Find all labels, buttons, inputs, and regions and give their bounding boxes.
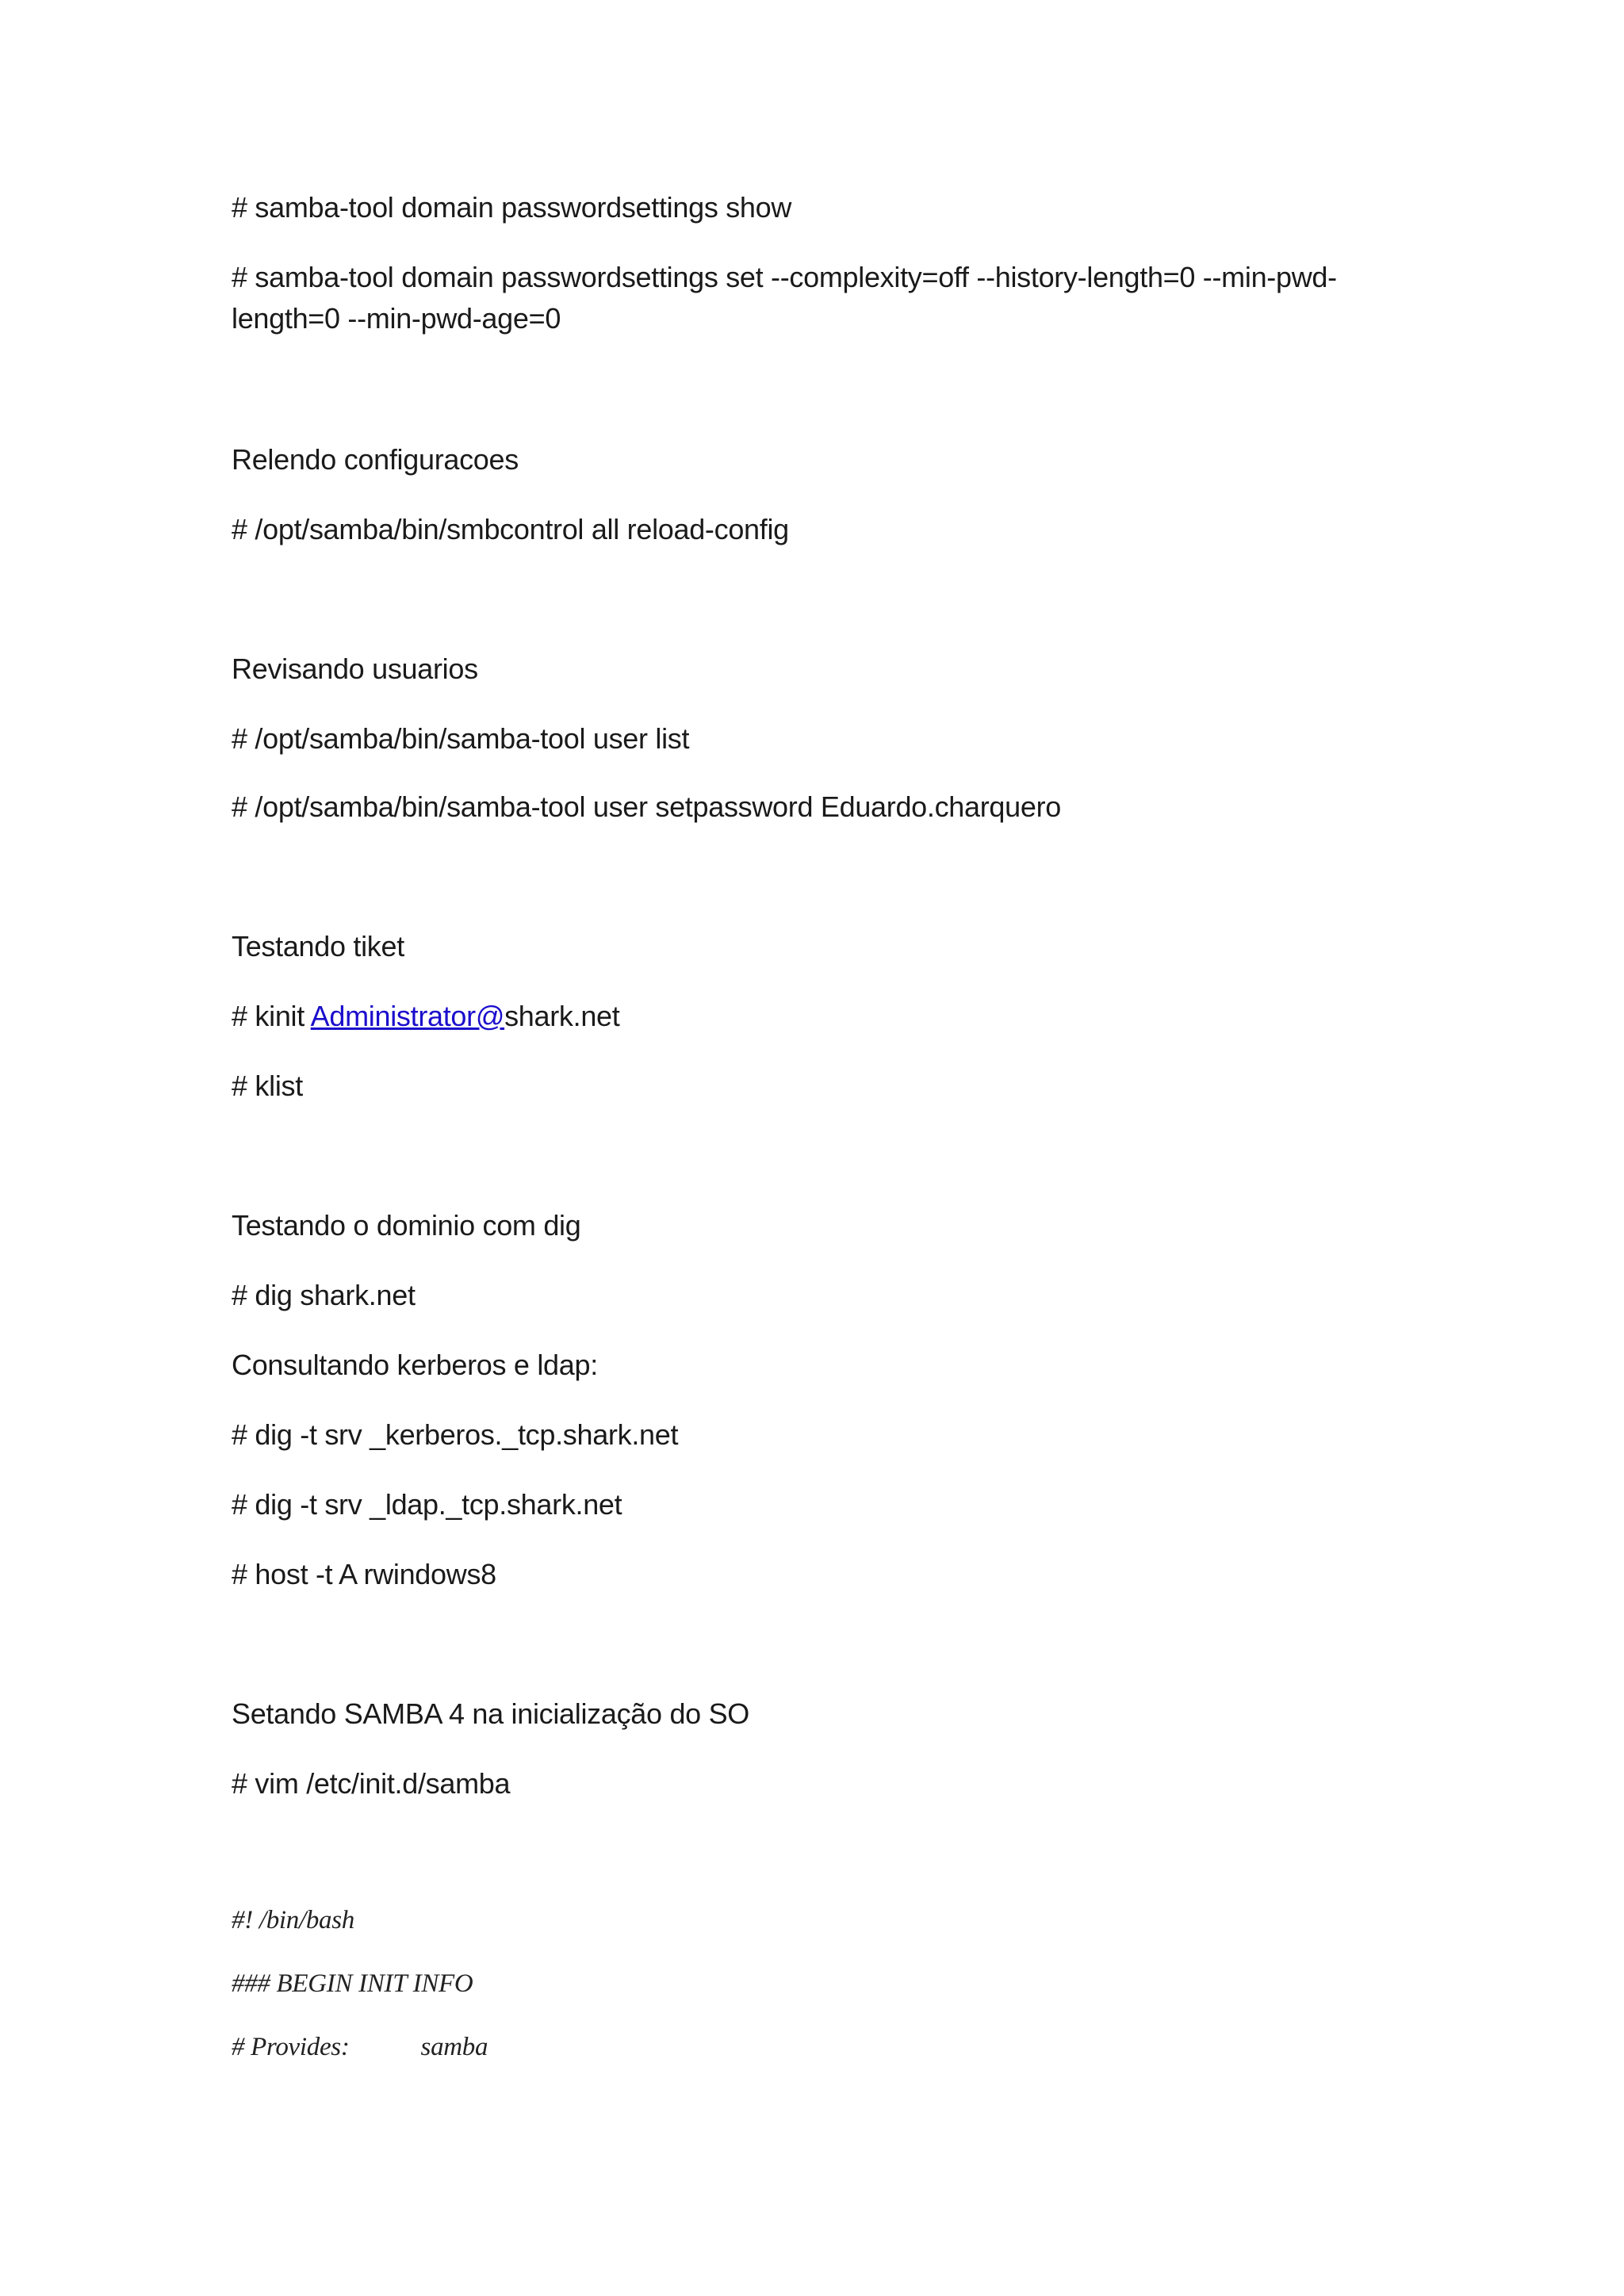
- cmd-kinit: [232, 996, 619, 1037]
- heading-testando-dominio: Testando o dominio com dig: [232, 1209, 581, 1242]
- cmd-vim-init-samba: # vim /etc/init.d/samba: [232, 1767, 511, 1800]
- heading-testando-tiket: Testando tiket: [232, 930, 404, 962]
- script-shebang: #! /bin/bash: [232, 1906, 354, 1934]
- cmd-dig-ldap: # dig -t srv _ldap._tcp.shark.net: [232, 1488, 622, 1521]
- heading-revisando-usuarios: Revisando usuarios: [232, 652, 478, 685]
- cmd-passwordsettings-show: # samba-tool domain passwordsettings show: [232, 191, 792, 224]
- administrator-email-link[interactable]: Administrator@: [310, 1000, 505, 1032]
- kinit-prefix: # kinit: [232, 1000, 311, 1032]
- cmd-passwordsettings-set: # samba-tool domain passwordsettings set --complexity=off --history-length=0 --min-pwd-length=0 --min-pwd-age=0: [232, 261, 1337, 335]
- cmd-dig-shark: # dig shark.net: [232, 1279, 416, 1311]
- script-begin-init-info: ### BEGIN INIT INFO: [232, 1969, 473, 1998]
- heading-relendo-configuracoes: Relendo configuracoes: [232, 443, 519, 476]
- heading-setando-samba: Setando SAMBA 4 na inicialização do SO: [232, 1697, 750, 1730]
- cmd-dig-kerberos: # dig -t srv _kerberos._tcp.shark.net: [232, 1418, 679, 1451]
- cmd-klist: # klist: [232, 1070, 303, 1102]
- cmd-host-rwindows8: # host -t A rwindows8: [232, 1558, 496, 1590]
- cmd-smbcontrol-reload: # /opt/samba/bin/smbcontrol all reload-config: [232, 513, 789, 545]
- heading-consultando-kerberos-ldap: Consultando kerberos e ldap:: [232, 1349, 598, 1381]
- kinit-domain: shark.net: [504, 1000, 620, 1032]
- script-provides: [232, 2026, 488, 2068]
- cmd-user-list: # /opt/samba/bin/samba-tool user list: [232, 722, 690, 755]
- cmd-user-setpassword: # /opt/samba/bin/samba-tool user setpassword Eduardo.charquero: [232, 790, 1062, 823]
- provides-value: samba: [420, 2033, 488, 2061]
- provides-key: # Provides:: [232, 2033, 350, 2061]
